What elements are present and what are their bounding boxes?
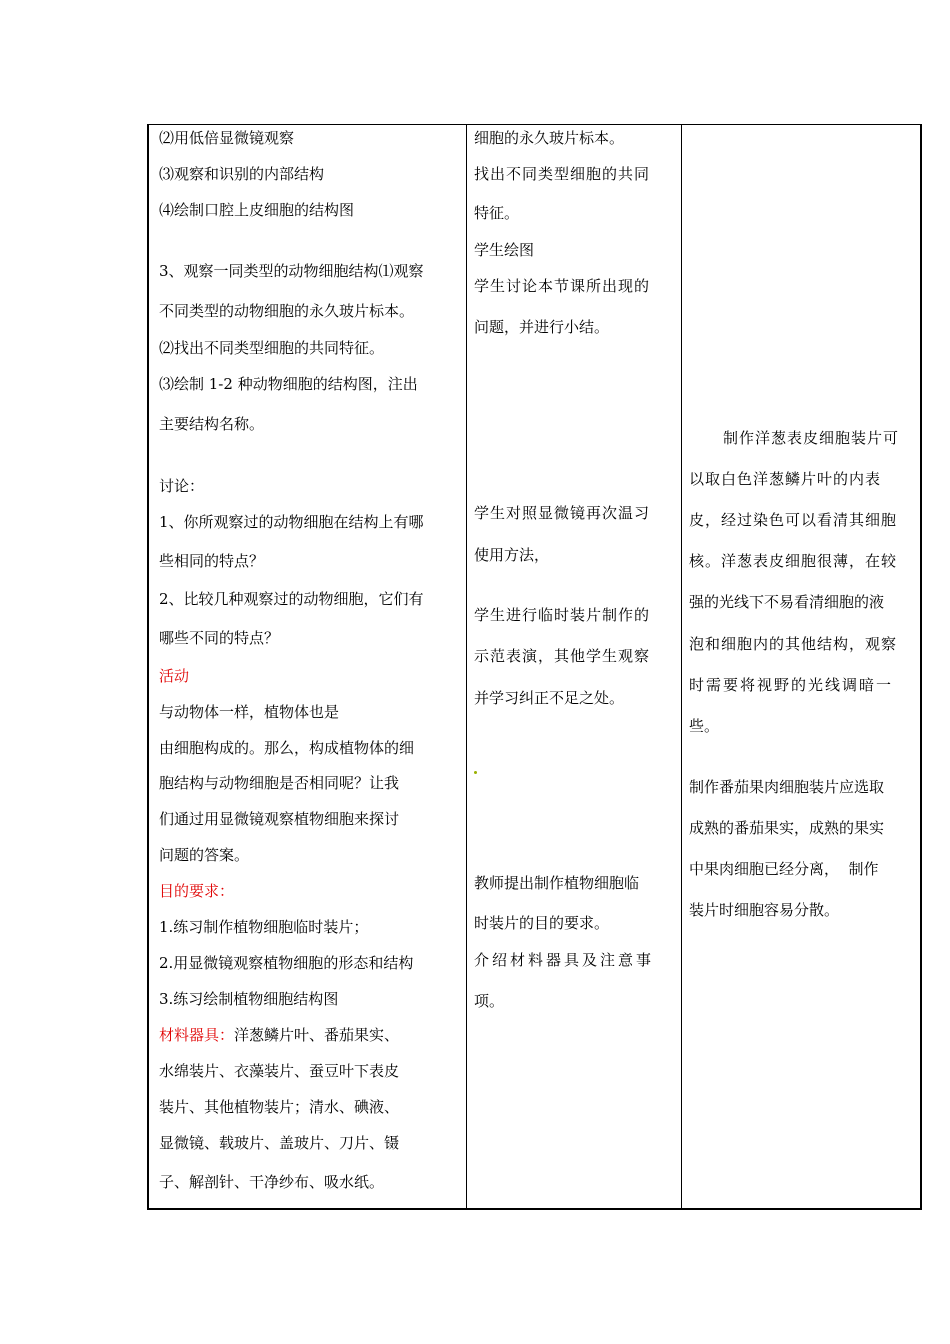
text-line: 介绍材料器具及注意事 bbox=[474, 951, 655, 969]
text-line: 些。 bbox=[689, 717, 720, 735]
text-line: ⑶绘制 1-2 种动物细胞的结构图，注出 bbox=[159, 375, 418, 393]
text-line: ⑶观察和识别的内部结构 bbox=[159, 165, 325, 183]
text-line: 3、观察一同类型的动物细胞结构⑴观察 bbox=[159, 262, 424, 280]
text-line: 皮，经过染色可以看清其细胞 bbox=[689, 511, 898, 529]
text-line: 以取白色洋葱鳞片叶的内表 bbox=[689, 470, 882, 488]
text-line: 制作洋葱表皮细胞装片可 bbox=[723, 429, 900, 447]
section-heading: 材料器具： bbox=[159, 1026, 235, 1044]
text-line: ⑵用低倍显微镜观察 bbox=[159, 129, 295, 147]
text-line: 核。洋葱表皮细胞很薄，在较 bbox=[689, 552, 898, 570]
text-line: 使用方法， bbox=[474, 546, 550, 564]
text-line: 1.练习制作植物细胞临时装片； bbox=[159, 918, 369, 936]
text-line: 装片时细胞容易分散。 bbox=[689, 901, 840, 919]
text-line: 主要结构名称。 bbox=[159, 415, 265, 433]
text-line: 强的光线下不易看清细胞的液 bbox=[689, 593, 885, 611]
text-line: 示范表演，其他学生观察 bbox=[474, 647, 651, 665]
notes-column bbox=[689, 125, 919, 1208]
activity-column bbox=[159, 125, 464, 1208]
text-line: 学生对照显微镜再次温习 bbox=[474, 504, 651, 522]
text-line: 水绵装片、衣藻装片、蚕豆叶下表皮 bbox=[159, 1062, 400, 1080]
text-line: 找出不同类型细胞的共同 bbox=[474, 165, 651, 183]
section-heading: 目的要求： bbox=[159, 882, 235, 900]
text-line: 细胞的永久玻片标本。 bbox=[474, 129, 625, 147]
text-line: 显微镜、载玻片、盖玻片、刀片、镊 bbox=[159, 1134, 400, 1152]
text-line: 中果肉细胞已经分离， 制作 bbox=[689, 860, 879, 878]
text-line: 与动物体一样，植物体也是 bbox=[159, 703, 340, 721]
text-line: 子、解剖针、干净纱布、吸水纸。 bbox=[159, 1173, 385, 1191]
text-line: 装片、其他植物装片；清水、碘液、 bbox=[159, 1098, 400, 1116]
column-divider bbox=[466, 125, 467, 1208]
text-line: ⑵找出不同类型细胞的共同特征。 bbox=[159, 339, 385, 357]
text-line: 项。 bbox=[474, 992, 505, 1010]
text-line: 特征。 bbox=[474, 204, 520, 222]
text-line: 胞结构与动物细胞是否相同呢？让我 bbox=[159, 774, 400, 792]
text-line: 时装片的目的要求。 bbox=[474, 914, 610, 932]
text-line: 2.用显微镜观察植物细胞的形态和结构 bbox=[159, 954, 414, 972]
column-divider bbox=[681, 125, 682, 1208]
text-line: 由细胞构成的。那么，构成植物体的细 bbox=[159, 739, 415, 757]
text-line: 制作番茄果肉细胞装片应选取 bbox=[689, 778, 885, 796]
text-line: 洋葱鳞片叶、番茄果实、 bbox=[234, 1026, 400, 1044]
section-heading: 活动 bbox=[159, 667, 190, 685]
text-line: 3.练习绘制植物细胞结构图 bbox=[159, 990, 339, 1008]
text-line: 学生讨论本节课所出现的 bbox=[474, 277, 651, 295]
text-line: 学生进行临时装片制作的 bbox=[474, 606, 651, 624]
text-line: 问题的答案。 bbox=[159, 846, 250, 864]
text-line: 教师提出制作植物细胞临 bbox=[474, 874, 640, 892]
text-line: 时需要将视野的光线调暗一 bbox=[689, 676, 894, 694]
text-line: 学生绘图 bbox=[474, 241, 535, 259]
text-line: 1、你所观察过的动物细胞在结构上有哪 bbox=[159, 513, 424, 531]
text-line: 问题，并进行小结。 bbox=[474, 318, 610, 336]
text-line: 并学习纠正不足之处。 bbox=[474, 689, 625, 707]
text-line: 不同类型的动物细胞的永久玻片标本。 bbox=[159, 302, 415, 320]
text-line: 哪些不同的特点？ bbox=[159, 629, 280, 647]
speck-mark bbox=[474, 771, 477, 774]
student-activity-column bbox=[474, 125, 679, 1208]
text-line: ⑷绘制口腔上皮细胞的结构图 bbox=[159, 201, 355, 219]
lesson-table bbox=[147, 124, 922, 1210]
materials-line bbox=[159, 1025, 399, 1045]
text-line: 泡和细胞内的其他结构，观察 bbox=[689, 635, 898, 653]
text-line: 2、比较几种观察过的动物细胞，它们有 bbox=[159, 590, 424, 608]
text-line: 们通过用显微镜观察植物细胞来探讨 bbox=[159, 810, 400, 828]
text-line: 些相同的特点？ bbox=[159, 552, 265, 570]
text-line: 讨论： bbox=[159, 477, 205, 495]
text-line: 成熟的番茄果实，成熟的果实 bbox=[689, 819, 885, 837]
